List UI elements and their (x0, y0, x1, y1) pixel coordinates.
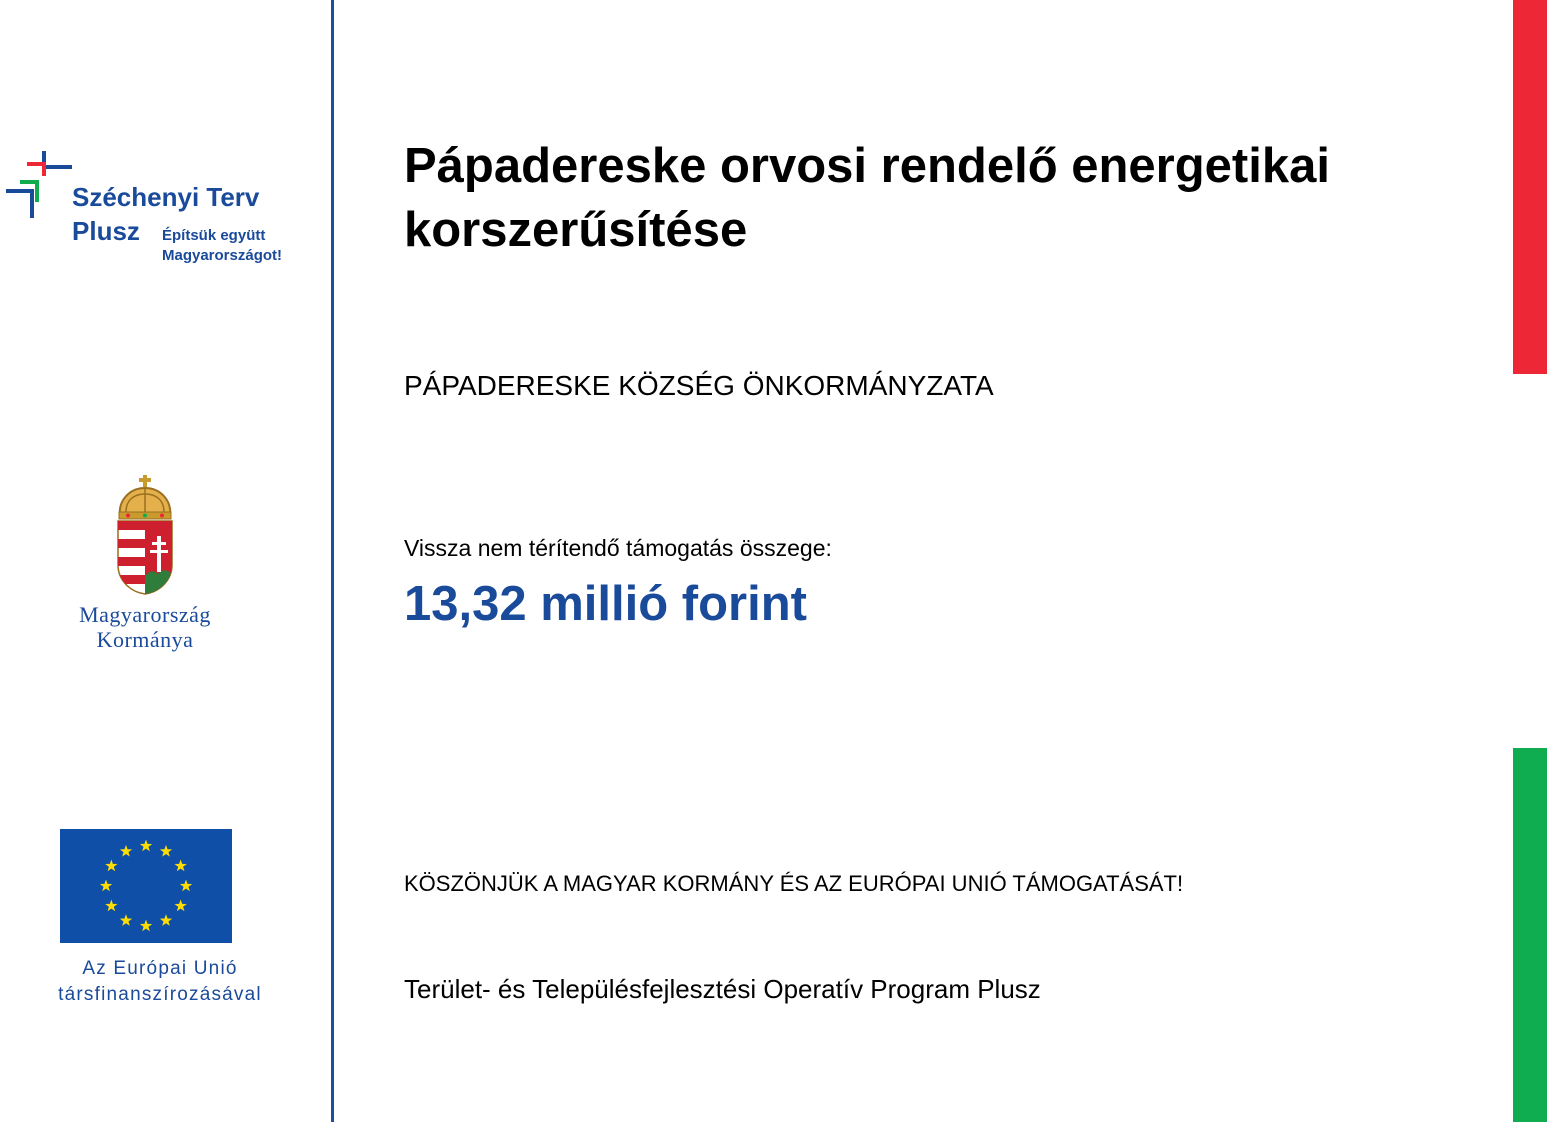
green-flag-stripe (1513, 748, 1547, 1122)
government-line-1: Magyarország (79, 602, 211, 627)
thanks-statement: KÖSZÖNJÜK A MAGYAR KORMÁNY ÉS AZ EURÓPAI UNIÓ TÁMOGATÁSÁT! (404, 871, 1184, 896)
eu-flag-icon (60, 829, 232, 943)
szechenyi-slogan (162, 226, 282, 266)
eu-caption-line-1: Az Európai Unió (82, 958, 238, 979)
vertical-divider (331, 0, 334, 1122)
program-name: Terület- és Településfejlesztési Operatív Program Plusz (404, 974, 1041, 1004)
slogan-line-2: Magyarországot! (162, 247, 283, 264)
grant-label: Vissza nem térítendő támogatás összege: (404, 535, 832, 561)
szechenyi-cross-icon (4, 150, 74, 222)
project-title: Pápadereske orvosi rendelő energetikai korszerűsítése (404, 139, 1330, 257)
grant-amount: 13,32 millió forint (404, 577, 807, 631)
szechenyi-plus: Plusz (72, 216, 140, 246)
government-line-2: Kormánya (96, 627, 194, 652)
hungarian-coat-of-arms-icon (112, 472, 178, 596)
government-logo (40, 472, 250, 662)
red-flag-stripe (1513, 0, 1547, 374)
slogan-line-1: Építsük együtt (162, 227, 266, 244)
government-name (40, 602, 250, 652)
eu-caption (20, 956, 300, 1008)
eu-caption-line-2: társfinanszírozásával (58, 984, 262, 1005)
szechenyi-terv-logo (4, 150, 304, 270)
szechenyi-title: Széchenyi Terv (72, 182, 260, 212)
beneficiary-name: PÁPADERESKE KÖZSÉG ÖNKORMÁNYZATA (404, 370, 994, 401)
